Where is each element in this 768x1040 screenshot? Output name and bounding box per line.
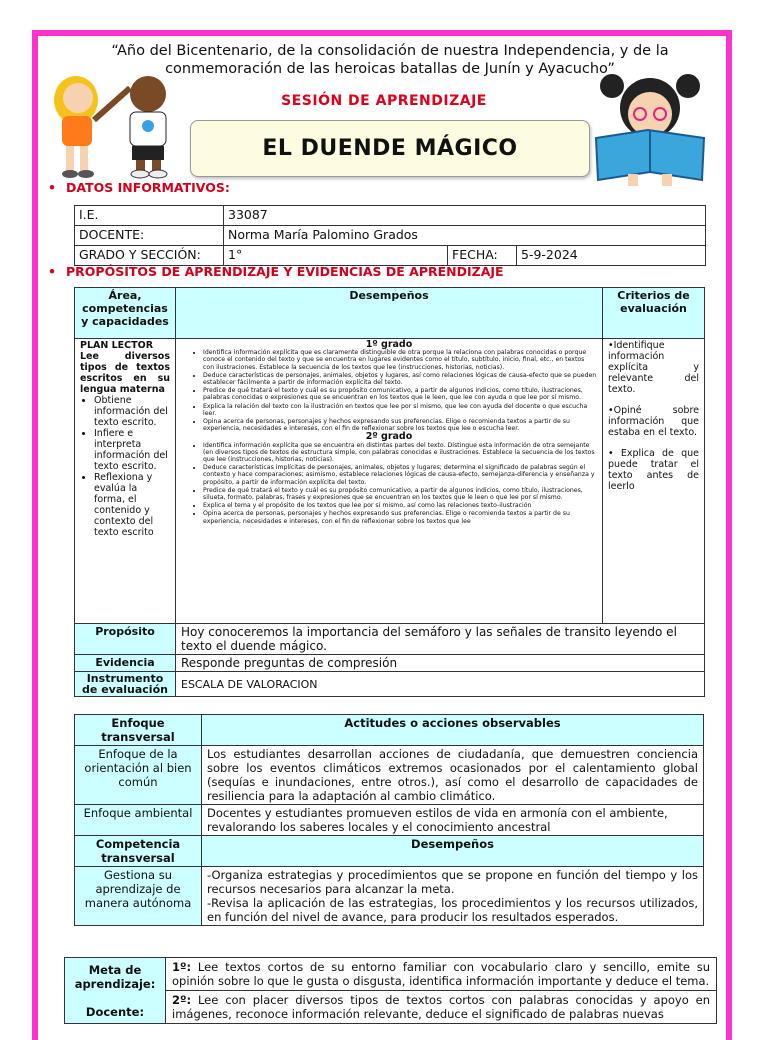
- list-item: • Predice de qué tratará el texto y cuál es su propósito comunicativo, a partir de algunos indicios, como título, ilustraciones, silueta, formato, palabras, frases y expresiones que se encuentran en los textos que le leen o que lee por sí mismo.: [203, 487, 597, 501]
- table-row: [75, 836, 704, 867]
- bullet-icon: •: [48, 180, 56, 195]
- fecha-label: FECHA:: [448, 246, 517, 266]
- meta-item-num: 2º:: [172, 993, 192, 1007]
- grado1-heading: 1º grado: [365, 339, 413, 350]
- propositos-table: [74, 287, 705, 697]
- list-item: • Identifica información explícita que es claramente distinguible de otra porque la relaciona con palabras conocidas o porque conoce el contenido del texto y que se encuentra en lugares evidentes como el título, subtítulo, inicio, final, etc., en textos con ilustraciones. Establece la secuencia de los textos que lee (instrucciones, historias, noticias).: [203, 349, 597, 371]
- bullet-icon: •: [48, 264, 56, 279]
- meta-table: [64, 957, 717, 1024]
- section-propositos: [48, 264, 504, 279]
- fecha-value: 5-9-2024: [517, 246, 706, 266]
- grado2-heading: 2º grado: [365, 431, 413, 443]
- ie-label: I.E.: [75, 206, 224, 226]
- area-competencia: Lee diversos tipos de textos escritos en su lengua materna: [80, 351, 170, 395]
- meta-label: Meta de aprendizaje:: [74, 962, 156, 991]
- meta-docente-label: Docente:: [85, 1004, 145, 1019]
- grado1-list: [181, 349, 597, 432]
- table-row: [75, 206, 706, 226]
- table-row: [75, 624, 705, 655]
- datos-table: [74, 205, 706, 266]
- table-row: [75, 715, 704, 746]
- table-row: [75, 246, 706, 266]
- col-enfoque-header: Enfoque transversal: [75, 715, 202, 746]
- docente-label: DOCENTE:: [75, 226, 224, 246]
- table-row: [75, 672, 705, 697]
- col-area-header: Área, competencias y capacidades: [75, 288, 176, 339]
- kids-clipart: [44, 60, 190, 180]
- col-desempenos-header: Desempeños: [202, 836, 704, 867]
- ie-value: 33087: [224, 206, 706, 226]
- area-cell: [75, 339, 176, 624]
- gestiona-item: -Organiza estrategias y procedimientos que se propone en función del tiempo y los recursos necesarios para alcanzar la meta.: [207, 868, 698, 896]
- col-competencia-header: Competencia transversal: [75, 836, 202, 867]
- meta-item-text: Lee con placer diversos tipos de textos cortos con palabras conocidas y apoyo en imágenes, reconoce información relevante, deduce el significado de palabras nuevas: [172, 993, 711, 1021]
- proposito-value: Hoy conoceremos la importancia del semáforo y las señales de transito leyendo el texto el duende mágico.: [176, 624, 705, 655]
- col-desempenos-header: Desempeños: [176, 288, 603, 339]
- list-item: • Deduce características implícitas de personajes, animales, objetos y lugares; determina el significado de palabras según el contexto y hace comparaciones; asimismo, establece relaciones lógicas de causa-efecto, semejanza-diferencia y enseñanza y propósito, a partir de información explícita del texto.: [203, 464, 597, 486]
- enfoque-bien-comun-label: Enfoque de la orientación al bien común: [75, 746, 202, 805]
- docente-value: Norma María Palomino Grados: [224, 226, 706, 246]
- section-propositos-label: PROPÓSITOS DE APRENDIZAJE Y EVIDENCIAS DE APRENDIZAJE: [66, 264, 504, 279]
- col-criterios-header: Criterios de evaluación: [603, 288, 705, 339]
- table-row: [75, 805, 704, 836]
- list-item: • Explica el tema y el propósito de los textos que lee por sí mismo, así como las relaciones texto-ilustración: [203, 502, 597, 509]
- grado-value: 1°: [224, 246, 448, 266]
- col-actitudes-header: Actitudes o acciones observables: [202, 715, 704, 746]
- desempenos-cell: [176, 339, 603, 624]
- meta-item-2: [166, 991, 717, 1024]
- page-title: EL DUENDE MÁGICO: [262, 136, 518, 161]
- list-item: • Identifica información explícita que se encuentra en distintas partes del texto. Distingue esta información de otra semejante (en diversos tipos de textos de estructura simple, con palabras conocidas e ilustraciones. Establece la secuencia de los textos que lee (instrucciones, historias, noticias).: [203, 442, 597, 464]
- table-row: [75, 288, 705, 339]
- table-row: [75, 867, 704, 926]
- enfoque-table: [74, 714, 704, 926]
- capacidades-list: [80, 395, 170, 538]
- criterio-item: •Identifique información explícita y relevante del texto.: [608, 340, 699, 395]
- enfoque-ambiental-value: Docentes y estudiantes promueven estilos de vida en armonía con el ambiente, revalorando los saberes locales y el conocimiento ancestral: [202, 805, 704, 836]
- evidencia-label: Evidencia: [75, 655, 176, 672]
- gestiona-label: Gestiona su aprendizaje de manera autónoma: [75, 867, 202, 926]
- grado-label: GRADO Y SECCIÓN:: [75, 246, 224, 266]
- evidencia-value: Responde preguntas de compresión: [176, 655, 705, 672]
- gestiona-item: -Revisa la aplicación de las estrategias, los procedimientos y los recursos utilizados, en función del nivel de avance, para producir los resultados esperados.: [207, 896, 698, 924]
- list-item: • Opina acerca de personas, personajes y hechos expresando sus preferencias. Elige o recomienda textos a partir de su experiencia, necesidades e intereses, con el fin de reflexionar sobre los textos que lee: [203, 510, 597, 524]
- proposito-label: Propósito: [75, 624, 176, 655]
- list-item: • Predice de qué tratará el texto y cuál es su propósito comunicativo, a partir de algunos indicios, como título, ilustraciones, palabras conocidas o expresiones que se encuentran en los textos que le leen, que lee con ayuda o que lee por sí mismo.: [203, 387, 597, 401]
- list-item: • Infiere e interpreta información del texto escrito.: [94, 428, 170, 472]
- area-title: PLAN LECTOR: [80, 340, 154, 351]
- list-item: • Reflexiona y evalúa la forma, el contenido y contexto del texto escrito: [94, 472, 170, 538]
- table-row: [75, 339, 705, 624]
- motto-text: “Año del Bicentenario, de la consolidación de nuestra Independencia, y de la conmemoración de las heroicas batallas de Junín y Ayacucho”: [111, 43, 669, 77]
- table-row: [65, 958, 717, 991]
- reading-girl-clipart: [592, 68, 712, 190]
- instrumento-value: ESCALA DE VALORACION: [176, 672, 705, 697]
- list-item: • Obtiene información del texto escrito.: [94, 395, 170, 428]
- meta-item-num: 1º:: [172, 960, 192, 974]
- criterios-cell: [603, 339, 705, 624]
- meta-item-text: Lee textos cortos de su entorno familiar con vocabulario claro y sencillo, emite su opinión sobre lo que le gusta o disgusta, identifica información importante y deduce el tema.: [172, 960, 710, 988]
- session-label: SESIÓN DE APRENDIZAJE: [281, 93, 487, 109]
- section-datos: [48, 180, 230, 195]
- criterio-item: •Opiné sobre información que estaba en el texto.: [608, 405, 699, 438]
- list-item: • Opina acerca de personas, personajes y hechos expresando sus preferencias. Elige o recomienda textos a partir de su experiencia, necesidades e intereses, con el fin de reflexionar sobre los textos que lee o escucha leer.: [203, 418, 597, 432]
- instrumento-label: Instrumento de evaluación: [75, 672, 176, 697]
- gestiona-value: [202, 867, 704, 926]
- title-box: [190, 120, 590, 177]
- meta-item-1: [166, 958, 717, 991]
- criterio-item: • Explica de que puede tratar el texto antes de leerlo: [608, 448, 699, 492]
- list-item: • Explica la relación del texto con la ilustración en textos que lee por sí mismo, que lee con ayuda del docente o que escucha leer.: [203, 403, 597, 417]
- meta-label-cell: [65, 958, 166, 1024]
- grado2-list: [181, 442, 597, 525]
- section-datos-label: DATOS INFORMATIVOS:: [66, 180, 230, 195]
- enfoque-ambiental-label: Enfoque ambiental: [75, 805, 202, 836]
- table-row: [75, 655, 705, 672]
- list-item: • Deduce características de personajes, animales, objetos y lugares, así como relaciones lógicas de causa-efecto que se pueden establecer fácilmente a partir de información explícita del texto.: [203, 372, 597, 386]
- table-row: [75, 226, 706, 246]
- table-row: [75, 746, 704, 805]
- enfoque-bien-comun-value: Los estudiantes desarrollan acciones de ciudadanía, que demuestren conciencia sobre los eventos climáticos extremos ocasionados por el calentamiento global (sequías e inundaciones, entre otros.), así como el desarrollo de capacidades de resiliencia para la adaptación al cambio climático.: [202, 746, 704, 805]
